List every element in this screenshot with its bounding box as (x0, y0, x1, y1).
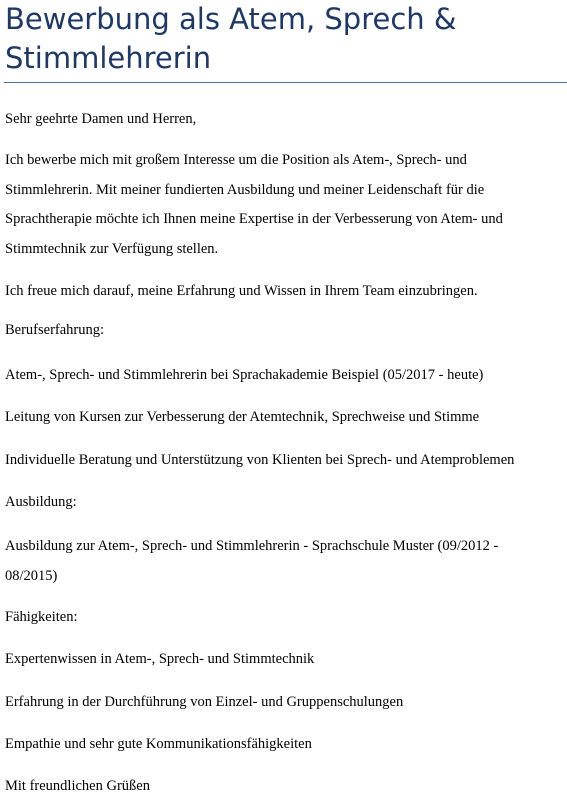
experience-heading: Berufserfahrung: (5, 322, 105, 338)
experience-item: Individuelle Beratung und Unterstützung von Klienten bei Sprech- und Atemproblemen (5, 452, 515, 468)
skills-heading: Fähigkeiten: (5, 609, 78, 625)
title-divider (4, 82, 567, 83)
document-title: Bewerbung als Atem, Sprech & Stimmlehrerin (5, 2, 457, 75)
skills-item: Expertenwissen in Atem-, Sprech- und Stimmtechnik (5, 651, 315, 667)
motivation-paragraph: Ich freue mich darauf, meine Erfahrung und Wissen in Ihrem Team einzubringen. (5, 283, 478, 299)
skills-item: Empathie und sehr gute Kommunikationsfähigkeiten (5, 736, 312, 752)
closing: Mit freundlichen Grüßen (5, 778, 150, 794)
experience-item: Leitung von Kursen zur Verbesserung der Atemtechnik, Sprechweise und Stimme (5, 409, 480, 425)
education-item: Ausbildung zur Atem-, Sprech- und Stimmlehrerin - Sprachschule Muster (09/2012 - 08/2015) (5, 538, 499, 584)
experience-item: Atem-, Sprech- und Stimmlehrerin bei Sprachakademie Beispiel (05/2017 - heute) (5, 367, 484, 383)
intro-paragraph: Ich bewerbe mich mit großem Interesse um die Position als Atem-, Sprech- und Stimmlehrerin. Mit meiner fundierten Ausbildung und meiner Leidenschaft für die Sprachtherapie möchte ich Ihnen meine Expertise in der Verbesserung von Atem- und Stimmtechnik zur Verfügung stellen. (5, 152, 503, 257)
skills-item: Erfahrung in der Durchführung von Einzel- und Gruppenschulungen (5, 694, 404, 710)
salutation: Sehr geehrte Damen und Herren, (5, 111, 197, 127)
education-heading: Ausbildung: (5, 494, 77, 510)
